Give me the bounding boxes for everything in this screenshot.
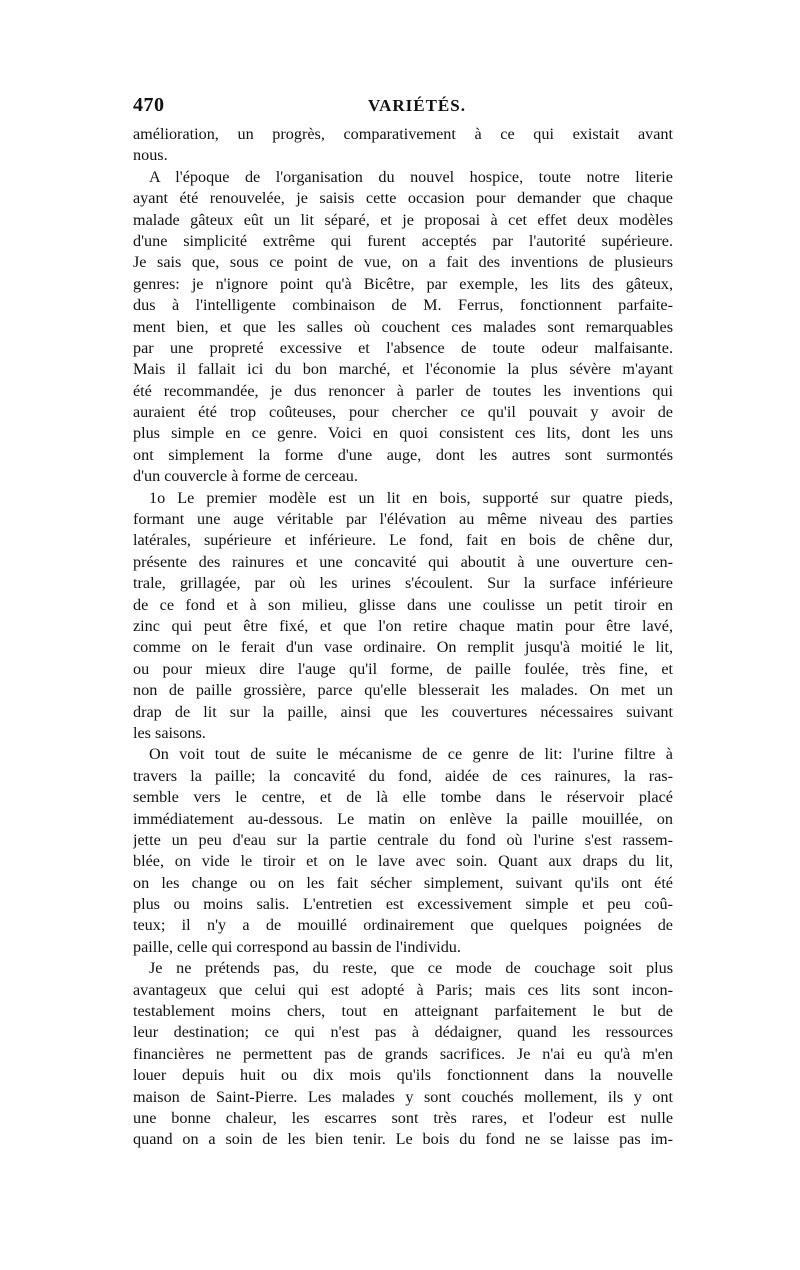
paragraph — [133, 744, 673, 958]
text-line: les saisons. — [133, 723, 206, 742]
text-line: amélioration, un progrès, comparativement à ce qui existait avant — [133, 125, 673, 143]
text-line: drap de lit sur la paille, ainsi que les couvertures nécessaires suivant — [133, 702, 673, 721]
text-line: on les change ou on les fait sécher simplement, suivant qu'ils ont été — [133, 873, 673, 892]
text-line: auraient été trop coûteuses, pour chercher ce qu'il pouvait y avoir de — [133, 403, 673, 422]
body-text — [133, 124, 673, 1151]
text-line: d'une simplicité extrême qui furent acceptés par l'autorité supérieure. — [133, 231, 673, 250]
text-line: louer depuis huit ou dix mois qu'ils fonctionnent dans la nouvelle — [133, 1066, 673, 1085]
text-line: paille, celle qui correspond au bassin de l'individu. — [133, 937, 461, 956]
text-line: Mais il fallait ici du bon marché, et l'économie la plus sévère m'ayant — [133, 360, 673, 379]
text-line: non de paille grossière, parce qu'elle blesserait les malades. On met un — [133, 681, 673, 700]
text-line: latérales, supérieure et inférieure. Le fond, fait en bois de chêne dur, — [133, 531, 673, 550]
text-line: malade gâteux eût un lit séparé, et je proposai à cet effet deux modèles — [133, 210, 673, 229]
page-number: 470 — [133, 94, 165, 116]
paragraph — [133, 167, 673, 488]
text-line: par une propreté excessive et l'absence de toute odeur malfaisante. — [133, 338, 673, 357]
text-line: semble vers le centre, et de là elle tombe dans le réservoir placé — [133, 788, 673, 807]
paragraph — [133, 488, 673, 745]
text-line: ayant été renouvelée, je saisis cette occasion pour demander que chaque — [133, 189, 673, 208]
text-line: trale, grillagée, par où les urines s'écoulent. Sur la surface inférieure — [133, 574, 673, 593]
text-line: travers la paille; la concavité du fond, aidée de ces rainures, la ras- — [133, 766, 673, 785]
running-title: VARIÉTÉS. — [368, 96, 466, 115]
text-line: blée, on vide le tiroir et on le lave avec soin. Quant aux draps du lit, — [133, 852, 673, 871]
page-header — [133, 94, 673, 118]
text-line: maison de Saint-Pierre. Les malades y sont couchés mollement, ils y ont — [133, 1087, 673, 1106]
text-line: leur destination; ce qui n'est pas à dédaigner, quand les ressources — [133, 1023, 673, 1042]
text-line: On voit tout de suite le mécanisme de ce genre de lit: l'urine filtre à — [149, 745, 673, 764]
text-line: plus ou moins salis. L'entretien est excessivement simple et peu coû- — [133, 895, 673, 914]
text-line: jette un peu d'eau sur la partie centrale du fond où l'urine s'est rassem- — [133, 830, 673, 849]
text-line: ont simplement la forme d'une auge, dont les autres sont surmontés — [133, 445, 673, 464]
text-line: testablement moins chers, tout en atteignant parfaitement le but de — [133, 1002, 673, 1021]
paragraph — [133, 124, 673, 167]
text-line: d'un couvercle à forme de cerceau. — [133, 467, 358, 486]
text-line: nous. — [133, 146, 168, 165]
paragraph — [133, 958, 673, 1151]
text-line: plus simple en ce genre. Voici en quoi consistent ces lits, dont les uns — [133, 424, 673, 443]
text-line: ment bien, et que les salles où couchent ces malades sont remarquables — [133, 317, 673, 336]
text-line: genres: je n'ignore point qu'à Bicêtre, par exemple, les lits des gâteux, — [133, 274, 673, 293]
text-line: dus à l'intelligente combinaison de M. Ferrus, fonctionnent parfaite- — [133, 296, 673, 315]
text-line: financières ne permettent pas de grands sacrifices. Je n'ai eu qu'à m'en — [133, 1044, 673, 1063]
text-line: été recommandée, je dus renoncer à parler de toutes les inventions qui — [133, 381, 673, 400]
text-line: comme on le ferait d'un vase ordinaire. On remplit jusqu'à moitié le lit, — [133, 638, 673, 657]
text-line: teux; il n'y a de mouillé ordinairement que quelques poignées de — [133, 916, 673, 935]
text-line: Je sais que, sous ce point de vue, on a fait des inventions de plusieurs — [133, 253, 673, 272]
text-line: zinc qui peut être fixé, et que l'on retire chaque matin pour être lavé, — [133, 616, 673, 635]
text-line: présente des rainures et une concavité qui aboutit à une ouverture cen- — [133, 552, 673, 571]
text-line: quand on a soin de les bien tenir. Le bois du fond ne se laisse pas im- — [133, 1130, 673, 1149]
text-line: de ce fond et à son milieu, glisse dans une coulisse un petit tiroir en — [133, 595, 673, 614]
text-line: Je ne prétends pas, du reste, que ce mode de couchage soit plus — [149, 959, 673, 978]
text-line: formant une auge véritable par l'élévation au même niveau des parties — [133, 510, 673, 529]
text-line: 1o Le premier modèle est un lit en bois, supporté sur quatre pieds, — [149, 488, 673, 507]
text-line: immédiatement au-dessous. Le matin on enlève la paille mouillée, on — [133, 809, 673, 828]
text-line: ou pour mieux dire l'auge qu'il forme, de paille foulée, très fine, et — [133, 659, 673, 678]
text-line: avantageux que celui qui est adopté à Paris; mais ces lits sont incon- — [133, 980, 673, 999]
text-line: une bonne chaleur, les escarres sont très rares, et l'odeur est nulle — [133, 1108, 673, 1127]
text-line: A l'époque de l'organisation du nouvel hospice, toute notre literie — [149, 167, 673, 186]
